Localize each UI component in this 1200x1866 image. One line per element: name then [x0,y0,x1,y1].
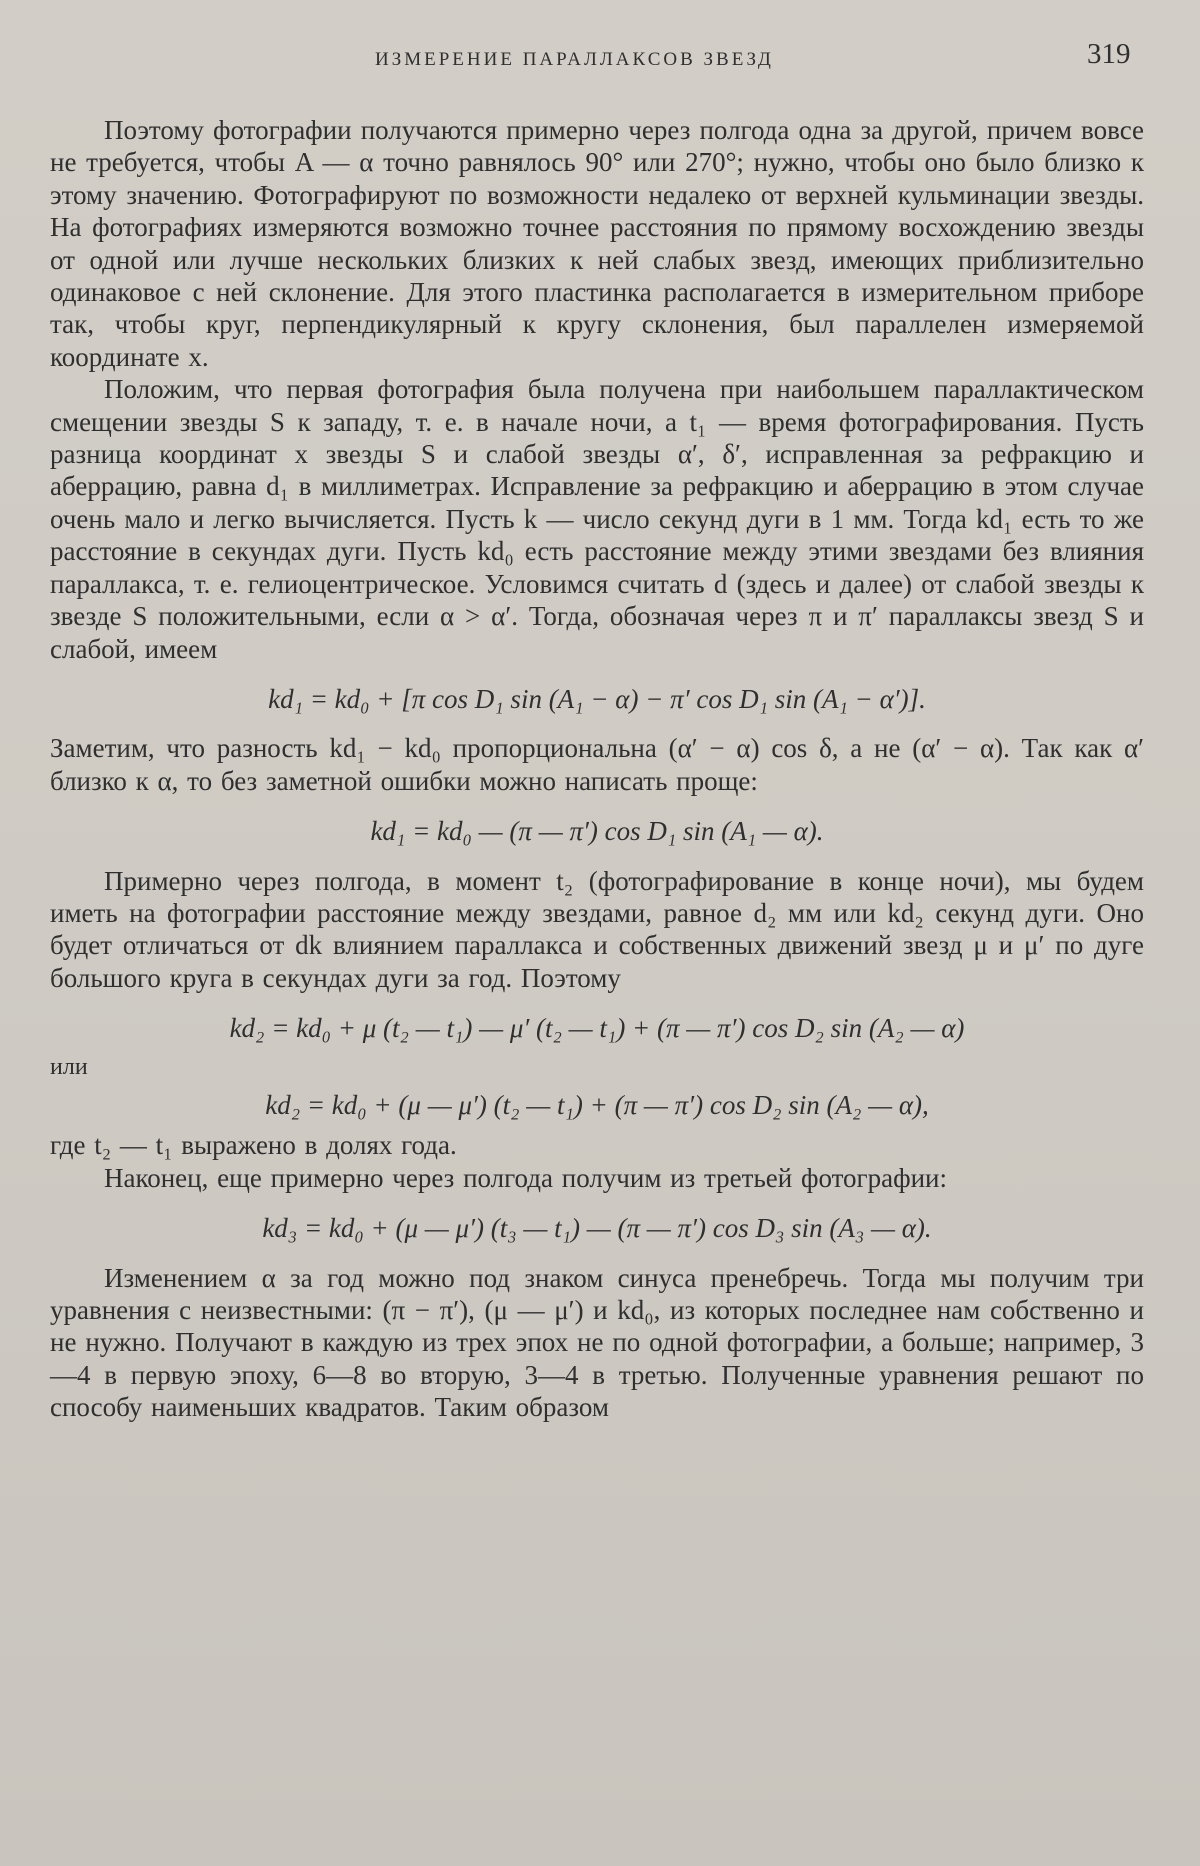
equation-kd1-simplified: kd₁ = kd₀ — (π — π′) cos D₁ sin (A₁ — α). [370,816,824,847]
page-number: 319 [1087,38,1131,70]
equation-kd1-full: kd₁ = kd₀ + [π cos D₁ sin (A₁ − α) − π′ cos D₁ sin (A₁ − α′)]. [268,683,926,714]
equation-kd3: kd₃ = kd₀ + (μ — μ′) (t₃ — t₁) — (π — π′) cos D₃ sin (A₃ — α). [262,1213,932,1244]
page-header [0,40,1200,80]
or-label: или [50,1053,88,1080]
running-head: ИЗМЕРЕНИЕ ПАРАЛЛАКСОВ ЗВЕЗД [375,49,774,70]
paragraph-time-units: где t₂ — t₁ выражено в долях года. [50,1130,457,1161]
paragraph-photography-method: Поэтому фотографии получаются примерно через полгода одна за другой, причем вовсе не требуется, чтобы A — α точно равнялось 90° или 270°; нужно, чтобы оно было близко к этому значению. Фотографируют по возможности недалеко от верхней кульминации звезды. На фотографиях измеряются возможно точнее расстояния по прямому восхождению звезды от одной или лучше нескольких близких к ней слабых звезд, имеющих приблизительно одинаковое с ней склонение. Для этого пластинка располагается в измерительном приборе так, чтобы круг, перпендикулярный к кругу склонения, был параллелен измеряемой координате x. [50,115,1144,372]
paragraph-proportional-note: Заметим, что разность kd₁ − kd₀ пропорциональна (α′ − α) cos δ, а не (α′ − α). Так как α′ близко к α, то без заметной ошибки можно написать проще: [50,733,1144,796]
equation-kd2-expanded: kd₂ = kd₀ + μ (t₂ — t₁) — μ′ (t₂ — t₁) + (π — π′) cos D₂ sin (A₂ — α) [229,1013,965,1044]
paragraph-third-photograph: Наконец, еще примерно через полгода получим из третьей фотографии: [104,1162,947,1193]
paragraph-least-squares: Изменением α за год можно под знаком синуса пренебречь. Тогда мы получим три уравнения с неизвестными: (π − π′), (μ — μ′) и kd₀, из которых последнее нам собственно и не нужно. Получают в каждую из трех эпох не по одной фотографии, а больше; например, 3—4 в первую эпоху, 6—8 во вторую, 3—4 в третью. Полученные уравнения решают по способу наименьших квадратов. Таким образом [50,1262,1144,1423]
paragraph-second-photograph: Примерно через полгода, в момент t₂ (фотографирование в конце ночи), мы будем иметь на фотографии расстояние между звездами, равное d₂ мм или kd₂ секунд дуги. Оно будет отличаться от dk влиянием параллакса и собственных движений звезд μ и μ′ по дуге большого круга в секундах дуги за год. Поэтому [50,865,1144,993]
paragraph-first-photograph: Положим, что первая фотография была получена при наибольшем параллактическом смещении звезды S к западу, т. е. в начале ночи, а t₁ — время фотографирования. Пусть разница координат x звезды S и слабой звезды α′, δ′, исправленная за рефракцию и аберрацию, равна d₁ в миллиметрах. Исправление за рефракцию и аберрацию в этом случае очень мало и легко вычисляется. Пусть k — число секунд дуги в 1 мм. Тогда kd₁ есть то же расстояние в секундах дуги. Пусть kd₀ есть расстояние между этими звездами без влияния параллакса, т. е. гелиоцентрическое. Условимся считать d (здесь и далее) от слабой звезды к звезде S положительными, если α > α′. Тогда, обозначая через π и π′ параллаксы звезд S и слабой, имеем [50,374,1144,664]
page-body [50,114,1144,1424]
equation-kd2-combined: kd₂ = kd₀ + (μ — μ′) (t₂ — t₁) + (π — π′) cos D₂ sin (A₂ — α), [265,1089,929,1120]
